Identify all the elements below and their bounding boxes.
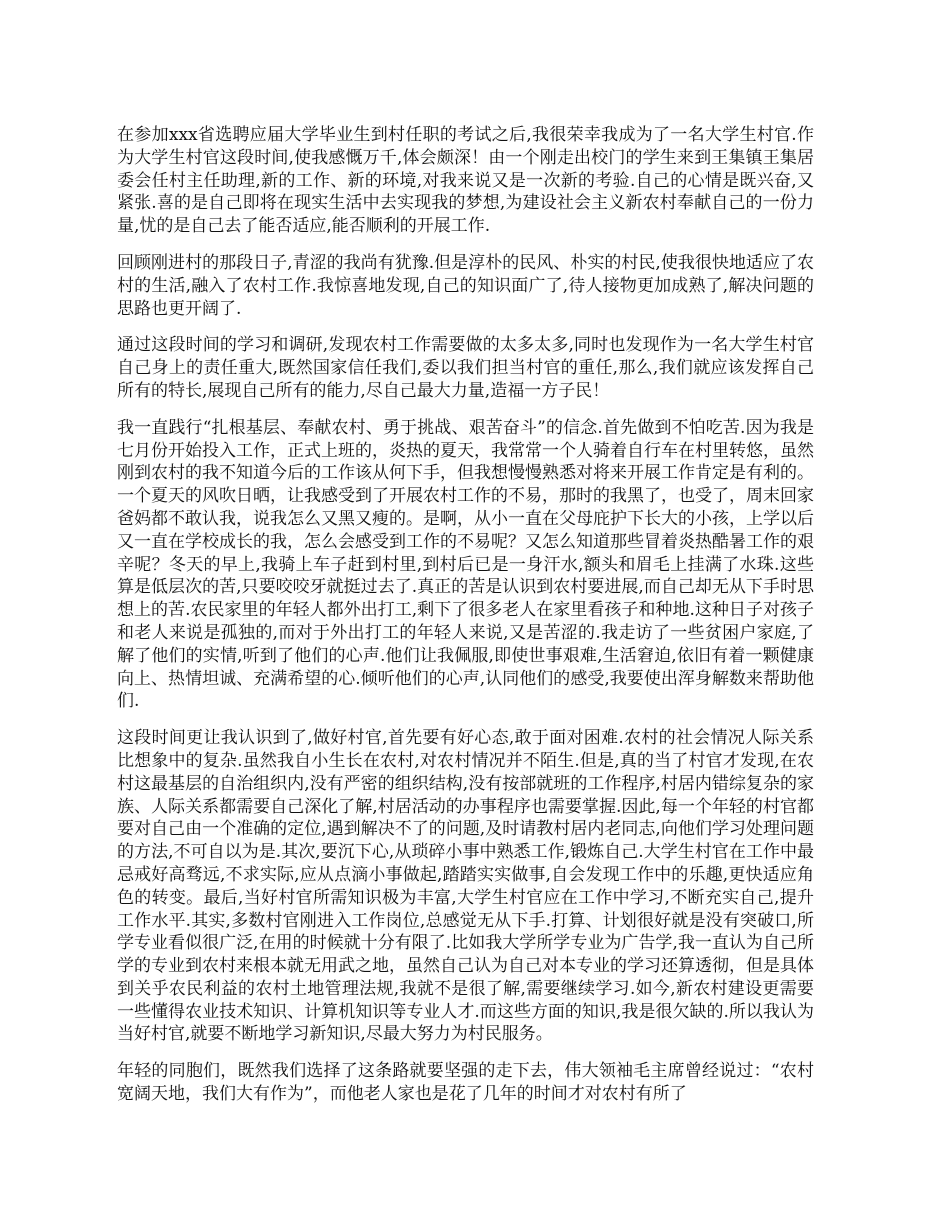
document-body — [117, 124, 814, 1106]
paragraph-3: 通过这段时间的学习和调研,发现农村工作需要做的太多太多,同时也发现作为一名大学生村官自己身上的责任重大,既然国家信任我们,委以我们担当村官的重任,那么,我们就应该发挥自己所有的特长,展现自己所有的能力,尽自己最大力量,造福一方子民！ — [117, 335, 814, 401]
paragraph-5: 这段时间更让我认识到了,做好村官,首先要有好心态,敢于面对困难.农村的社会情况人际关系比想象中的复杂.虽然我自小生长在农村,对农村情况并不陌生.但是,真的当了村官才发现,在农村这最基层的自治组织内,没有严密的组织结构,没有按部就班的工作程序,村居内错综复杂的家族、人际关系都需要自己深化了解,村居活动的办事程序也需要掌握.因此,每一个年轻的村官都要对自己由一个准确的定位,遇到解决不了的问题,及时请教村居内老同志,向他们学习处理问题的方法,不可自以为是.其次,要沉下心,从琐碎小事中熟悉工作,锻炼自己.大学生村官在工作中最忌戒好高骛远,不求实际,应从点滴小事做起,踏踏实实做事,自会发现工作中的乐趣,更快适应角色的转变。最后,当好村官所需知识极为丰富,大学生村官应在工作中学习,不断充实自己,提升工作水平.其实,多数村官刚进入工作岗位,总感觉无从下手.打算、计划很好就是没有突破口,所学专业看似很广泛,在用的时候就十分有限了.比如我大学所学专业为广告学,我一直认为自己所学的专业到农村来根本就无用武之地，虽然自己认为自己对本专业的学习还算透彻，但是具体到关乎农民利益的农村土地管理法规,我就不是很了解,需要继续学习.如今,新农村建设更需要一些懂得农业技术知识、计算机知识等专业人才.而这些方面的知识,我是很欠缺的.所以我认为当好村官,就要不断地学习新知识,尽最大努力为村民服务。 — [117, 728, 814, 1045]
paragraph-6: 年轻的同胞们，既然我们选择了这条路就要坚强的走下去，伟大领袖毛主席曾经说过：“农村宽阔天地，我们大有作为”，而他老人家也是花了几年的时间才对农村有所了 — [117, 1061, 814, 1105]
paragraph-1: 在参加xxx省选聘应届大学毕业生到村任职的考试之后,我很荣幸我成为了一名大学生村官.作为大学生村官这段时间,使我感慨万千,体会颇深！由一个刚走出校门的学生来到王集镇王集居委会任村主任助理,新的工作、新的环境,对我来说又是一次新的考验.自己的心情是既兴奋,又紧张.喜的是自己即将在现实生活中去实现我的梦想,为建设社会主义新农村奉献自己的一份力量,忧的是自己去了能否适应,能否顺利的开展工作. — [117, 125, 814, 237]
paragraph-4: 我一直践行“扎根基层、奉献农村、勇于挑战、艰苦奋斗”的信念.首先做到不怕吃苦.因为我是七月份开始投入工作，正式上班的，炎热的夏天，我常常一个人骑着自行车在村里转悠，虽然刚到农村的我不知道今后的工作该从何下手，但我想慢慢熟悉对将来开展工作肯定是有利的。一个夏天的风吹日晒，让我感受到了开展农村工作的不易，那时的我黑了，也受了，周末回家爸妈都不敢认我，说我怎么又黑又瘦的。是啊，从小一直在父母庇护下长大的小孩，上学以后又一直在学校成长的我，怎么会感受到工作的不易呢？又怎么知道那些冒着炎热酷暑工作的艰辛呢？冬天的早上,我骑上车子赶到村里,到村后已是一身汗水,额头和眉毛上挂满了水珠.这些算是低层次的苦,只要咬咬牙就挺过去了.真正的苦是认识到农村要进展,而自己却无从下手时思想上的苦.农民家里的年轻人都外出打工,剩下了很多老人在家里看孩子和种地.这种日子对孩子和老人来说是孤独的,而对于外出打工的年轻人来说,又是苦涩的.我走访了一些贫困户家庭,了解了他们的实情,听到了他们的心声.他们让我佩服,即使世事艰难,生活窘迫,依旧有着一颗健康向上、热情坦诚、充满希望的心.倾听他们的心声,认同他们的感受,我要使出浑身解数来帮助他们. — [117, 417, 814, 712]
paragraph-2: 回顾刚进村的那段日子,青涩的我尚有犹豫.但是淳朴的民风、朴实的村民,使我很快地适应了农村的生活,融入了农村工作.我惊喜地发现,自己的知识面广了,待人接物更加成熟了,解决问题的思路也更开阔了. — [117, 252, 814, 319]
